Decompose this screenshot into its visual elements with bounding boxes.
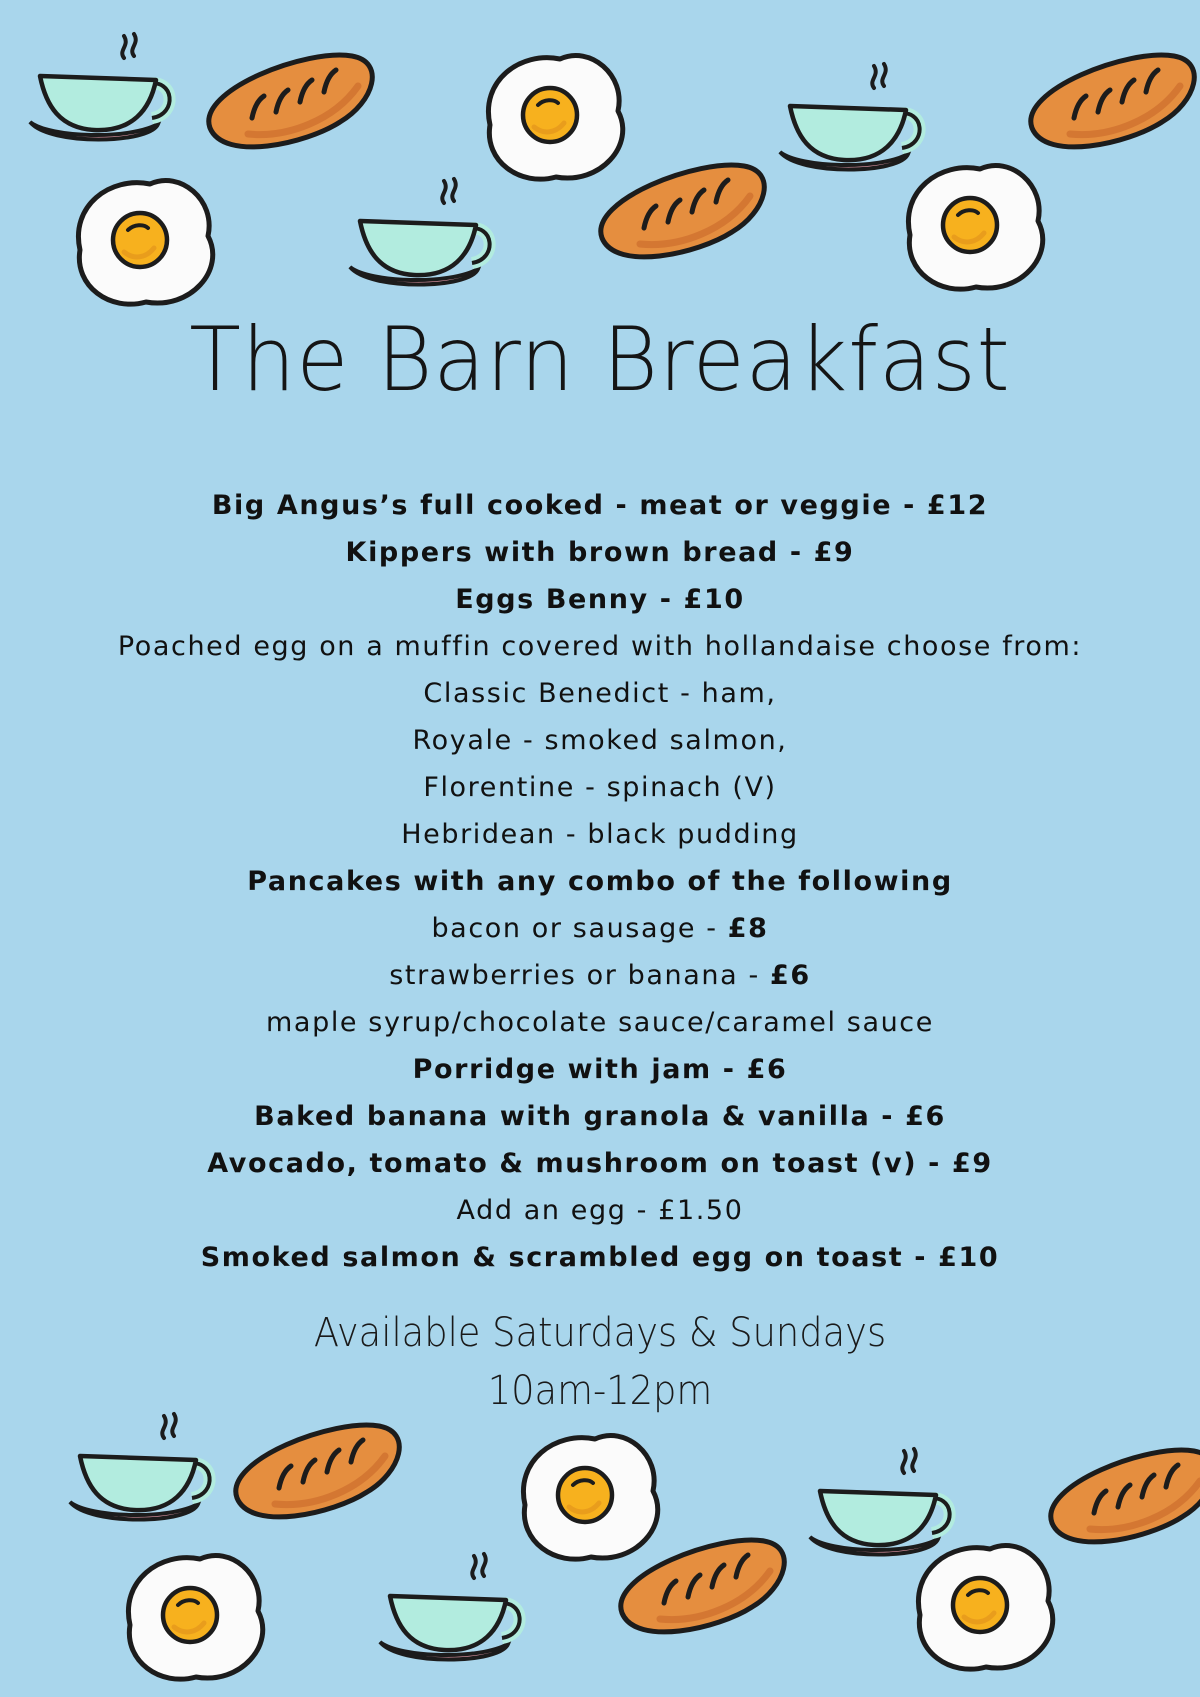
menu-option: Classic Benedict - ham,	[423, 678, 777, 709]
menu-option-text: bacon or sausage -	[431, 913, 728, 944]
baguette-icon	[580, 130, 780, 290]
coffee-cup-icon	[40, 1370, 200, 1520]
menu-option: Florentine - spinach (V)	[423, 772, 777, 803]
menu-item: Avocado, tomato & mushroom on toast (v) - £9	[207, 1148, 993, 1179]
menu-option	[0, 952, 1200, 999]
menu-item: Porridge with jam - £6	[412, 1054, 788, 1085]
availability-note	[48, 1304, 1152, 1420]
menu-item: Eggs Benny - £10	[455, 584, 745, 615]
menu-option-text: strawberries or banana -	[389, 960, 770, 991]
fried-egg-icon	[110, 1540, 270, 1690]
coffee-cup-icon	[360, 1510, 520, 1660]
menu-option-price: £8	[727, 913, 769, 944]
menu-item: Pancakes with any combo of the following	[247, 866, 953, 897]
coffee-cup-icon	[760, 20, 920, 170]
baguette-icon	[600, 1505, 800, 1665]
menu-option: Royale - smoked salmon,	[412, 725, 788, 756]
menu-option: maple syrup/chocolate sauce/caramel sauce	[266, 1007, 934, 1038]
fried-egg-icon	[890, 150, 1050, 300]
coffee-cup-icon	[0, 0, 160, 130]
availability-hours: 10am-12pm	[487, 1368, 713, 1414]
menu-option: Hebridean - black pudding	[401, 819, 799, 850]
menu-item: Big Angus’s full cooked - meat or veggie - £12	[211, 490, 989, 521]
menu-description: Poached egg on a muffin covered with hollandaise choose from:	[117, 631, 1083, 662]
menu-list	[0, 482, 1200, 1281]
menu-option	[0, 905, 1200, 952]
availability-days: Available Saturdays & Sundays	[313, 1310, 887, 1356]
menu-item: Smoked salmon & scrambled egg on toast - £10	[200, 1242, 1000, 1273]
menu-option: Add an egg - £1.50	[456, 1195, 744, 1226]
menu-item: Baked banana with granola & vanilla - £6	[254, 1101, 946, 1132]
coffee-cup-icon	[330, 135, 490, 285]
page-title: The Barn Breakfast	[189, 308, 1011, 411]
menu-item: Kippers with brown bread - £9	[345, 537, 855, 568]
fried-egg-icon	[900, 1530, 1060, 1680]
menu-option-price: £6	[769, 960, 811, 991]
fried-egg-icon	[60, 165, 220, 315]
